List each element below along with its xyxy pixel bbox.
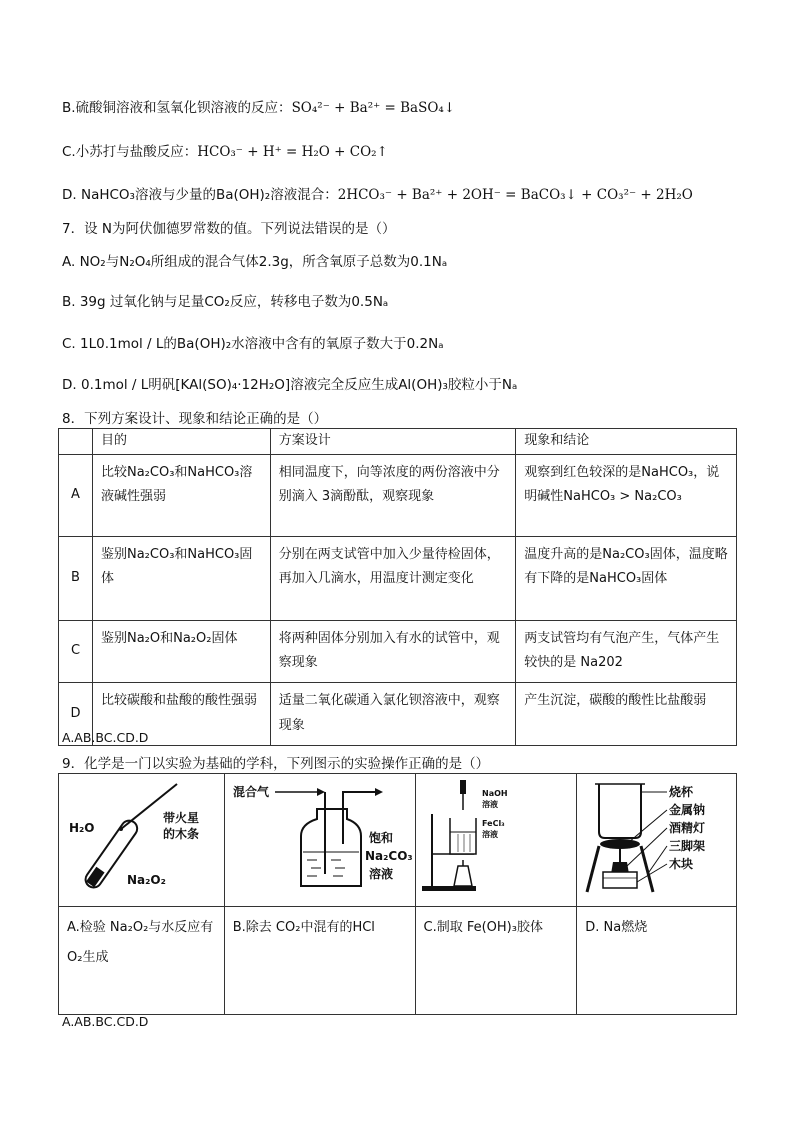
row-design: 相同温度下，向等浓度的两份溶液中分别滴入 3滴酚酞，观察现象 — [270, 454, 516, 536]
solution-label-1: 饱和 — [368, 831, 393, 845]
q7-option-d: D. 0.1mol / L明矾[KAl(SO)₄·12H₂O]溶液完全反应生成Al(OH)₃胶粒小于Nₐ — [62, 377, 518, 393]
colloid-prep-figure — [416, 774, 576, 896]
caption-c: C.制取 Fe(OH)₃胶体 — [415, 906, 577, 1014]
row-result: 产生沉淀，碳酸的酸性比盐酸弱 — [516, 683, 737, 745]
q8-answer-choices: A.AB.BC.CD.D — [62, 730, 149, 745]
tripod-label: 三脚架 — [669, 839, 706, 853]
table-header-row — [59, 429, 737, 455]
q7-option-b: B. 39g 过氧化钠与足量CO₂反应，转移电子数为0.5Nₐ — [62, 294, 389, 310]
row-result: 温度升高的是Na₂CO₃固体，温度略有下降的是NaHCO₃固体 — [516, 536, 737, 620]
figure-cell-d — [577, 774, 737, 907]
table-row — [59, 620, 737, 682]
q6-option-d — [62, 183, 693, 203]
caption-row — [59, 906, 737, 1014]
q9-table — [58, 773, 737, 1015]
table-row — [59, 536, 737, 620]
sodium-burning-figure — [577, 774, 735, 896]
row-design: 适量二氧化碳通入氯化钡溶液中，观察现象 — [270, 683, 516, 745]
q7-stem: 7．设 N为阿伏伽德罗常数的值。下列说法错误的是（） — [62, 221, 396, 237]
q9-answer-choices: A.AB.BC.CD.D — [62, 1014, 149, 1029]
naoh-label-2: 溶液 — [481, 800, 498, 809]
q9-stem: 9．化学是一门以实验为基础的学科，下列图示的实验操作正确的是（） — [62, 756, 490, 772]
gas-wash-bottle-figure — [225, 774, 414, 896]
table-header-cell: 目的 — [92, 429, 270, 455]
solution-label-2: Na₂CO₃ — [364, 849, 413, 863]
row-design: 分别在两支试管中加入少量待检固体，再加入几滴水，用温度计测定变化 — [270, 536, 516, 620]
h2o-label: H₂O — [69, 821, 95, 835]
gas-label: 混合气 — [232, 785, 269, 799]
na2o2-label: Na₂O₂ — [127, 873, 166, 887]
fecl3-label-2: 溶液 — [481, 830, 498, 839]
row-purpose: 比较碳酸和盐酸的酸性强弱 — [92, 683, 270, 745]
table-row — [59, 454, 737, 536]
stick-label-2: 的木条 — [163, 827, 200, 841]
row-label: D — [59, 683, 93, 745]
alcohol-lamp-label: 酒精灯 — [669, 821, 706, 835]
table-row — [59, 683, 737, 745]
row-label: A — [59, 454, 93, 536]
q6-option-c — [62, 140, 388, 160]
q6-option-d-equation: 2HCO₃⁻ + Ba²⁺ + 2OH⁻ = BaCO₃↓ + CO₃²⁻ + 2H₂O — [337, 187, 693, 203]
table-header-cell: 现象和结论 — [516, 429, 737, 455]
caption-d: D. Na燃烧 — [577, 906, 737, 1014]
q6-option-b — [62, 96, 455, 116]
figure-cell-a — [59, 774, 225, 907]
table-header-cell: 方案设计 — [270, 429, 516, 455]
q6-option-c-equation: HCO₃⁻ + H⁺ = H₂O + CO₂↑ — [197, 144, 388, 160]
q7-option-c: C. 1L0.1mol / L的Ba(OH)₂水溶液中含有的氧原子数大于0.2Nₐ — [62, 336, 444, 352]
q6-option-d-text: D. NaHCO₃溶液与少量的Ba(OH)₂溶液混合： — [62, 187, 338, 203]
table-header-cell — [59, 429, 93, 455]
row-design: 将两种固体分别加入有水的试管中，观察现象 — [270, 620, 516, 682]
q8-stem: 8．下列方案设计、现象和结论正确的是（） — [62, 411, 328, 427]
figure-cell-b — [224, 774, 415, 907]
stick-label: 带火星 — [163, 811, 200, 825]
q7-option-a: A. NO₂与N₂O₄所组成的混合气体2.3g，所含氧原子总数为0.1Nₐ — [62, 254, 448, 270]
row-purpose: 比较Na₂CO₃和NaHCO₃溶液碱性强弱 — [92, 454, 270, 536]
q6-option-b-text: B.硫酸铜溶液和氢氧化钡溶液的反应： — [62, 100, 292, 116]
fecl3-label: FeCl₃ — [481, 819, 505, 828]
solution-label-3: 溶液 — [368, 867, 393, 881]
q6-option-c-text: C.小苏打与盐酸反应： — [62, 144, 198, 160]
q6-option-b-equation: SO₄²⁻ + Ba²⁺ = BaSO₄↓ — [291, 100, 456, 116]
naoh-label: NaOH — [481, 789, 508, 798]
row-result: 两支试管均有气泡产生，气体产生较快的是 Na202 — [516, 620, 737, 682]
row-label: C — [59, 620, 93, 682]
row-result: 观察到红色较深的是NaHCO₃，说明碱性NaHCO₃ > Na₂CO₃ — [516, 454, 737, 536]
test-tube-figure — [59, 774, 223, 896]
beaker-label: 烧杯 — [669, 785, 694, 799]
caption-b: B.除去 CO₂中混有的HCl — [224, 906, 415, 1014]
caption-a: A.检验 Na₂O₂与水反应有O₂生成 — [59, 906, 225, 1014]
row-purpose: 鉴别Na₂O和Na₂O₂固体 — [92, 620, 270, 682]
figure-row — [59, 774, 737, 907]
figure-cell-c — [415, 774, 577, 907]
wood-block-label: 木块 — [669, 857, 694, 871]
row-purpose: 鉴别Na₂CO₃和NaHCO₃固体 — [92, 536, 270, 620]
row-label: B — [59, 536, 93, 620]
q8-table — [58, 428, 737, 746]
sodium-label: 金属钠 — [669, 803, 706, 817]
